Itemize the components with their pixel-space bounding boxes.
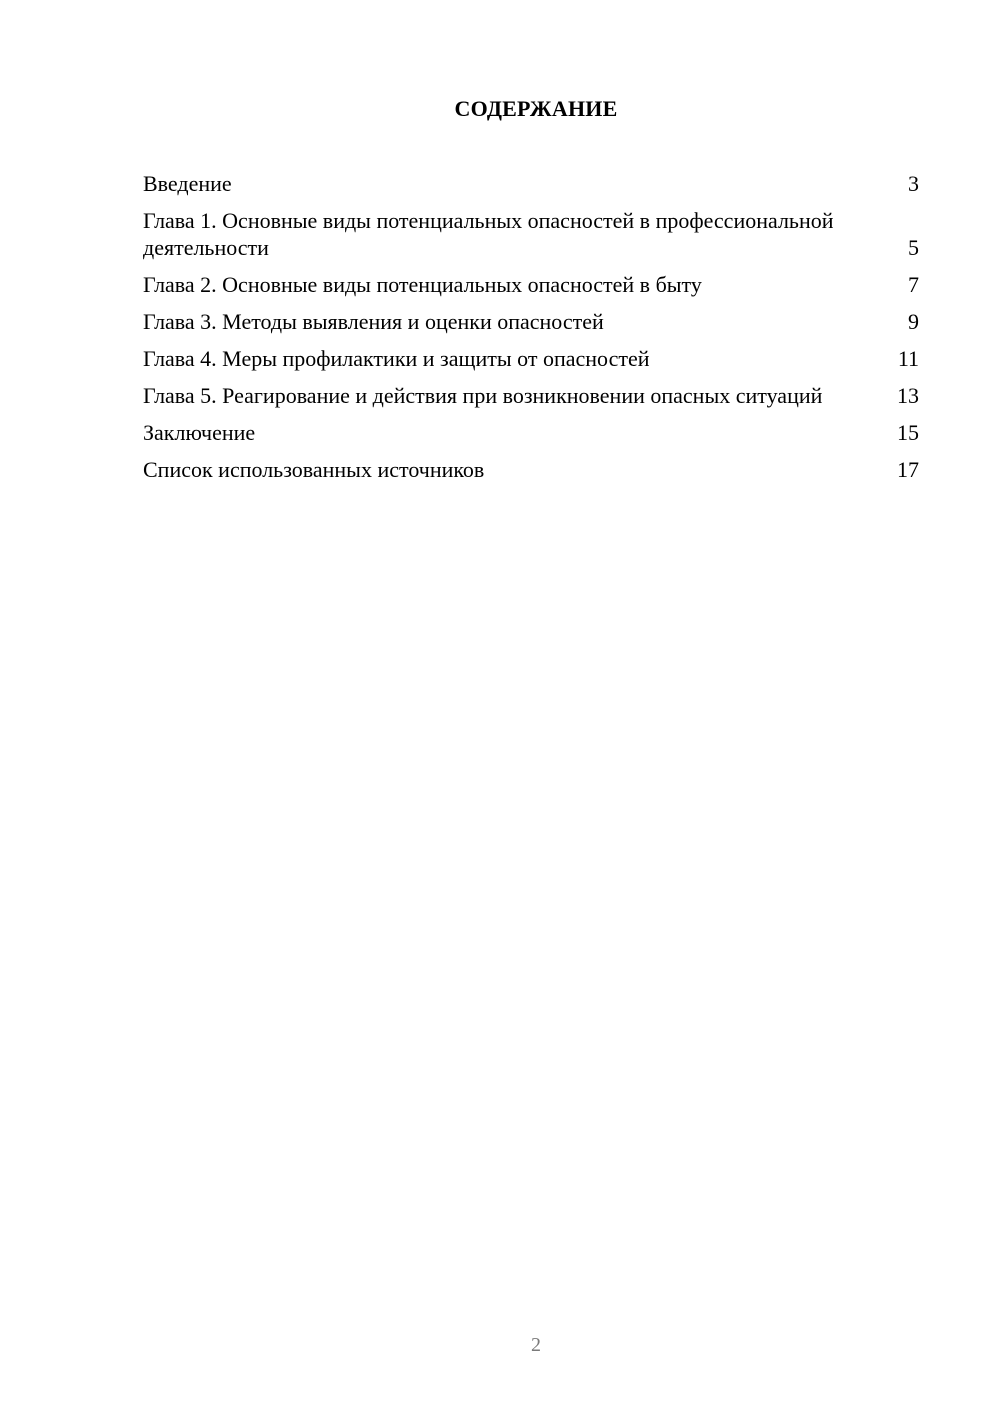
toc-entry-chapter-2 [143,271,919,298]
toc-entry-page: 9 [908,309,919,334]
page-number: 2 [531,1334,541,1356]
toc-entry-text: Введение [143,171,232,196]
toc-entry-page: 3 [908,171,919,196]
toc-entry-page: 11 [897,346,919,371]
toc-entry-text: Глава 4. Меры профилактики и защиты от опасностей [143,346,650,371]
table-of-contents [143,170,919,493]
toc-entry-page: 15 [897,420,919,445]
toc-entry-chapter-3 [143,308,919,335]
toc-entry-text: Глава 3. Методы выявления и оценки опасностей [143,309,604,334]
toc-entry-text: Глава 1. Основные виды потенциальных опасностей в профессиональной деятельности [143,208,834,260]
toc-heading: СОДЕРЖАНИЕ [454,96,618,121]
toc-entry-chapter-1 [143,207,919,261]
toc-entry-text: Глава 2. Основные виды потенциальных опасностей в быту [143,272,702,297]
toc-entry-references [143,456,919,483]
toc-entry-introduction [143,170,919,197]
toc-entry-chapter-5 [143,382,919,409]
toc-entry-page: 13 [897,383,919,408]
toc-entry-chapter-4 [143,345,919,372]
toc-entry-text: Заключение [143,420,256,445]
toc-entry-text: Список использованных источников [143,457,485,482]
toc-entry-conclusion [143,419,919,446]
toc-entry-text: Глава 5. Реагирование и действия при возникновении опасных ситуаций [143,383,823,408]
toc-entry-page: 17 [897,457,919,482]
toc-entry-page: 7 [908,272,919,297]
toc-entry-page: 5 [908,235,919,260]
